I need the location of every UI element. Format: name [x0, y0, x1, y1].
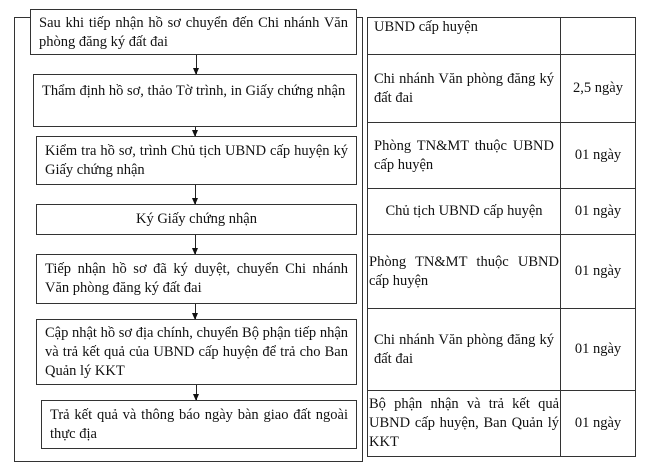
arrow-down-icon: [196, 55, 197, 74]
table-row: [368, 309, 636, 391]
arrow-down-icon: [195, 127, 196, 136]
duration-cell: 01 ngày: [561, 123, 636, 189]
responsible-cell: Phòng TN&MT thuộc UBND cấp huyện: [368, 235, 561, 309]
duration-cell: 01 ngày: [561, 235, 636, 309]
arrow-down-icon: [195, 235, 196, 254]
table-row: [368, 18, 636, 55]
responsible-cell: Bộ phận nhận và trả kết quả UBND cấp huyện, Ban Quản lý KKT: [368, 391, 561, 457]
table-row: [368, 55, 636, 123]
table-row: [368, 391, 636, 457]
responsible-cell: Chi nhánh Văn phòng đăng ký đất đai: [368, 309, 561, 391]
duration-cell: 2,5 ngày: [561, 55, 636, 123]
arrow-down-icon: [195, 304, 196, 319]
responsibility-table: [367, 17, 636, 457]
arrow-down-icon: [195, 185, 196, 204]
duration-cell: [561, 18, 636, 55]
duration-cell: 01 ngày: [561, 391, 636, 457]
arrow-down-icon: [196, 385, 197, 400]
flow-step-4: Ký Giấy chứng nhận: [36, 204, 357, 235]
responsible-cell: Chủ tịch UBND cấp huyện: [368, 189, 561, 235]
flow-step-2: Thẩm định hồ sơ, thảo Tờ trình, in Giấy chứng nhận: [33, 74, 357, 127]
flow-step-3: Kiểm tra hồ sơ, trình Chủ tịch UBND cấp huyện ký Giấy chứng nhận: [36, 136, 357, 185]
table-row: [368, 123, 636, 189]
flow-step-1: Sau khi tiếp nhận hồ sơ chuyển đến Chi nhánh Văn phòng đăng ký đất đai: [30, 9, 357, 55]
flow-step-7: Trả kết quả và thông báo ngày bàn giao đất ngoài thực địa: [41, 400, 357, 449]
flow-step-5: Tiếp nhận hồ sơ đã ký duyệt, chuyển Chi nhánh Văn phòng đăng ký đất đai: [36, 254, 357, 304]
duration-cell: 01 ngày: [561, 309, 636, 391]
responsible-cell: Chi nhánh Văn phòng đăng ký đất đai: [368, 55, 561, 123]
flow-step-6: Cập nhật hồ sơ địa chính, chuyển Bộ phận tiếp nhận và trả kết quả của UBND cấp huyện để trả cho Ban Quản lý KKT: [36, 319, 357, 385]
responsible-cell: UBND cấp huyện: [368, 18, 561, 55]
responsible-cell: Phòng TN&MT thuộc UBND cấp huyện: [368, 123, 561, 189]
duration-cell: 01 ngày: [561, 189, 636, 235]
table-row: [368, 235, 636, 309]
table-row: [368, 189, 636, 235]
